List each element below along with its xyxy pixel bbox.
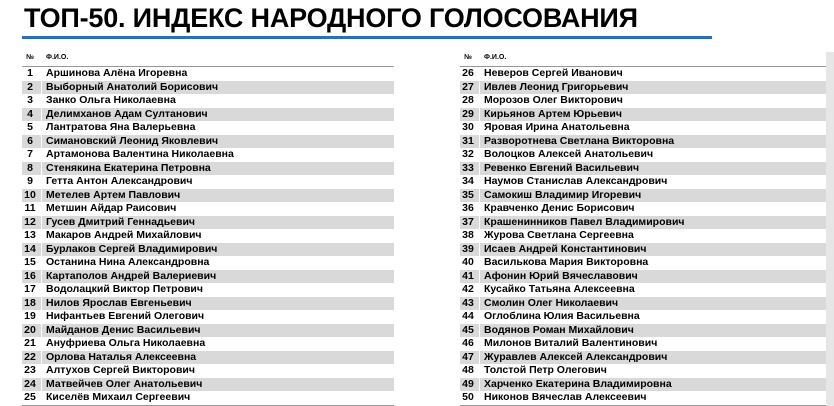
- cell-divider: [41, 67, 42, 81]
- table-row: [22, 189, 394, 203]
- rank-number: 20: [24, 323, 36, 336]
- cell-divider: [41, 175, 42, 189]
- table-bottom-divider: [22, 405, 394, 406]
- cell-divider: [41, 310, 42, 324]
- cell-divider: [479, 108, 480, 122]
- rank-number: 21: [24, 337, 36, 349]
- rank-number: 41: [462, 269, 474, 282]
- cell-divider: [41, 121, 42, 135]
- person-name: Майданов Денис Васильевич: [46, 323, 201, 336]
- rank-number: 23: [24, 364, 36, 376]
- rank-number: 14: [24, 242, 36, 255]
- table-row: [22, 81, 394, 95]
- person-name: Делимханов Адам Султанович: [46, 107, 208, 120]
- rank-number: 33: [462, 161, 474, 174]
- header-number: №: [464, 54, 472, 61]
- cell-divider: [41, 283, 42, 297]
- person-name: Макаров Андрей Михайлович: [46, 229, 202, 241]
- rank-number: 10: [24, 188, 36, 201]
- scrollbar[interactable]: [826, 52, 834, 406]
- table-row: [460, 229, 832, 243]
- person-name: Выборный Анатолий Борисович: [46, 80, 219, 93]
- header-name: Ф.И.О.: [484, 54, 507, 61]
- table-row: [460, 216, 832, 230]
- ranking-table-left: [22, 52, 394, 406]
- rank-number: 17: [24, 283, 36, 295]
- person-name: Журова Светлана Сергеевна: [484, 229, 634, 241]
- table-row: [22, 162, 394, 176]
- page-title: ТОП-50. ИНДЕКС НАРОДНОГО ГОЛОСОВАНИЯ: [24, 3, 638, 33]
- cell-divider: [479, 135, 480, 149]
- person-name: Симановский Леонид Яковлевич: [46, 134, 219, 147]
- person-name: Крашенинников Павел Владимирович: [484, 215, 685, 228]
- person-name: Василькова Мария Викторовна: [484, 256, 649, 268]
- table-row: [22, 270, 394, 284]
- cell-divider: [479, 189, 480, 203]
- table-body-left: [22, 67, 394, 405]
- rank-number: 36: [462, 202, 474, 214]
- person-name: Артамонова Валентина Николаевна: [46, 148, 234, 160]
- person-name: Самокиш Владимир Игоревич: [484, 188, 642, 201]
- table-row: [22, 243, 394, 257]
- cell-divider: [41, 270, 42, 284]
- person-name: Кравченко Денис Борисович: [484, 202, 635, 214]
- rank-number: 19: [24, 310, 36, 322]
- rank-number: 30: [462, 121, 474, 133]
- rank-number: 3: [27, 94, 33, 106]
- person-name: Исаев Андрей Константинович: [484, 242, 647, 255]
- title-underline: [22, 36, 712, 39]
- rank-number: 46: [462, 337, 474, 349]
- table-row: [460, 310, 832, 324]
- rank-number: 38: [462, 229, 474, 241]
- table-row: [22, 297, 394, 311]
- rank-number: 40: [462, 256, 474, 268]
- person-name: Останина Нина Александровна: [46, 256, 210, 268]
- table-row: [460, 243, 832, 257]
- cell-divider: [41, 202, 42, 216]
- rank-number: 7: [27, 148, 33, 160]
- person-name: Водолацкий Виктор Петрович: [46, 283, 203, 295]
- person-name: Киселёв Михаил Сергеевич: [46, 391, 191, 403]
- table-bottom-divider: [460, 405, 832, 406]
- table-row: [460, 324, 832, 338]
- rank-number: 15: [24, 256, 36, 268]
- person-name: Нифантьев Евгений Олегович: [46, 310, 205, 322]
- table-row: [22, 337, 394, 351]
- table-row: [460, 162, 832, 176]
- cell-divider: [41, 216, 42, 230]
- table-row: [460, 391, 832, 405]
- person-name: Гетта Антон Александрович: [46, 175, 193, 187]
- person-name: Волоцков Алексей Анатольевич: [484, 148, 654, 160]
- cell-divider: [479, 324, 480, 338]
- person-name: Бурлаков Сергей Владимирович: [46, 242, 218, 255]
- person-name: Разворотнева Светлана Викторовна: [484, 134, 675, 147]
- person-name: Журавлев Алексей Александрович: [484, 350, 668, 363]
- rank-number: 5: [27, 121, 33, 133]
- table-row: [22, 391, 394, 405]
- person-name: Гусев Дмитрий Геннадьевич: [46, 215, 196, 228]
- table-row: [22, 135, 394, 149]
- rank-number: 48: [462, 364, 474, 376]
- person-name: Стенякина Екатерина Петровна: [46, 161, 211, 174]
- rank-number: 24: [24, 377, 36, 390]
- cell-divider: [479, 364, 480, 378]
- person-name: Ануфриева Ольга Николаевна: [46, 337, 206, 349]
- cell-divider: [479, 256, 480, 270]
- table-row: [22, 229, 394, 243]
- cell-divider: [479, 81, 480, 95]
- cell-divider: [41, 135, 42, 149]
- table-row: [22, 283, 394, 297]
- table-row: [22, 67, 394, 81]
- cell-divider: [41, 364, 42, 378]
- person-name: Лантратова Яна Валерьевна: [46, 121, 196, 133]
- person-name: Яровая Ирина Анатольевна: [484, 121, 630, 133]
- cell-divider: [479, 162, 480, 176]
- rank-number: 28: [462, 94, 474, 106]
- rank-number: 42: [462, 283, 474, 295]
- table-row: [460, 108, 832, 122]
- rank-number: 26: [462, 67, 474, 79]
- rank-number: 25: [24, 391, 36, 403]
- person-name: Харченко Екатерина Владимировна: [484, 377, 672, 390]
- table-row: [22, 94, 394, 108]
- cell-divider: [41, 337, 42, 351]
- rank-number: 27: [462, 80, 474, 93]
- rank-number: 18: [24, 296, 36, 309]
- person-name: Матвейчев Олег Анатольевич: [46, 377, 203, 390]
- cell-divider: [41, 256, 42, 270]
- person-name: Неверов Сергей Иванович: [484, 67, 623, 79]
- rank-number: 8: [27, 161, 33, 174]
- rank-number: 50: [462, 391, 474, 403]
- table-row: [460, 256, 832, 270]
- person-name: Морозов Олег Викторович: [484, 94, 623, 106]
- header-name: Ф.И.О.: [46, 54, 69, 61]
- rank-number: 37: [462, 215, 474, 228]
- cell-divider: [41, 324, 42, 338]
- rank-number: 11: [24, 202, 36, 214]
- table-row: [22, 310, 394, 324]
- table-row: [22, 256, 394, 270]
- person-name: Толстой Петр Олегович: [484, 364, 607, 376]
- table-row: [460, 283, 832, 297]
- person-name: Ивлев Леонид Григорьевич: [484, 80, 629, 93]
- rank-number: 9: [27, 175, 33, 187]
- cell-divider: [479, 202, 480, 216]
- cell-divider: [41, 229, 42, 243]
- table-row: [460, 121, 832, 135]
- table-row: [22, 202, 394, 216]
- cell-divider: [479, 67, 480, 81]
- person-name: Смолин Олег Николаевич: [484, 296, 619, 309]
- person-name: Ревенко Евгений Васильевич: [484, 161, 640, 174]
- table-row: [460, 297, 832, 311]
- cell-divider: [479, 229, 480, 243]
- rank-number: 35: [462, 188, 474, 201]
- cell-divider: [479, 351, 480, 365]
- cell-divider: [479, 378, 480, 392]
- table-row: [460, 351, 832, 365]
- person-name: Нилов Ярослав Евгеньевич: [46, 296, 192, 309]
- cell-divider: [41, 243, 42, 257]
- cell-divider: [479, 310, 480, 324]
- cell-divider: [41, 94, 42, 108]
- cell-divider: [41, 108, 42, 122]
- person-name: Афонин Юрий Вячеславович: [484, 269, 638, 282]
- person-name: Аршинова Алёна Игоревна: [46, 67, 188, 79]
- person-name: Водянов Роман Михайлович: [484, 323, 634, 336]
- cell-divider: [479, 297, 480, 311]
- cell-divider: [41, 297, 42, 311]
- cell-divider: [479, 337, 480, 351]
- cell-divider: [41, 81, 42, 95]
- table-row: [460, 67, 832, 81]
- rank-number: 4: [27, 107, 33, 120]
- person-name: Кирьянов Артем Юрьевич: [484, 107, 622, 120]
- rank-number: 12: [24, 215, 36, 228]
- rank-number: 6: [27, 134, 33, 147]
- person-name: Милонов Виталий Валентинович: [484, 337, 658, 349]
- table-row: [460, 135, 832, 149]
- rank-number: 29: [462, 107, 474, 120]
- rank-number: 22: [24, 350, 36, 363]
- person-name: Метшин Айдар Раисович: [46, 202, 177, 214]
- table-row: [22, 364, 394, 378]
- table-row: [22, 324, 394, 338]
- cell-divider: [479, 283, 480, 297]
- ranking-table-right: [460, 52, 832, 406]
- rank-number: 43: [462, 296, 474, 309]
- cell-divider: [479, 175, 480, 189]
- cell-divider: [479, 94, 480, 108]
- table-row: [22, 121, 394, 135]
- table-row: [460, 270, 832, 284]
- table-row: [22, 148, 394, 162]
- cell-divider: [41, 162, 42, 176]
- rank-number: 31: [462, 134, 474, 147]
- table-row: [22, 175, 394, 189]
- cell-divider: [479, 243, 480, 257]
- rank-number: 13: [24, 229, 36, 241]
- rank-number: 45: [462, 323, 474, 336]
- cell-divider: [479, 270, 480, 284]
- cell-divider: [41, 148, 42, 162]
- table-row: [460, 202, 832, 216]
- rank-number: 16: [24, 269, 36, 282]
- rank-number: 32: [462, 148, 474, 160]
- table-header: [460, 52, 832, 66]
- table-row: [22, 216, 394, 230]
- rank-number: 2: [27, 80, 33, 93]
- cell-divider: [479, 216, 480, 230]
- table-row: [22, 108, 394, 122]
- person-name: Орлова Наталья Алексеевна: [46, 350, 197, 363]
- person-name: Кусайко Татьяна Алексеевна: [484, 283, 635, 295]
- table-row: [22, 351, 394, 365]
- person-name: Метелев Артем Павлович: [46, 188, 181, 201]
- table-row: [460, 94, 832, 108]
- table-row: [460, 81, 832, 95]
- cell-divider: [479, 148, 480, 162]
- rank-number: 44: [462, 310, 474, 322]
- cell-divider: [41, 189, 42, 203]
- rank-number: 39: [462, 242, 474, 255]
- rank-number: 49: [462, 377, 474, 390]
- header-number: №: [26, 54, 34, 61]
- table-row: [460, 189, 832, 203]
- table-row: [460, 337, 832, 351]
- table-row: [22, 378, 394, 392]
- table-row: [460, 364, 832, 378]
- person-name: Наумов Станислав Александрович: [484, 175, 668, 187]
- table-row: [460, 148, 832, 162]
- rank-number: 47: [462, 350, 474, 363]
- table-header: [22, 52, 394, 66]
- table-body-right: [460, 67, 832, 405]
- person-name: Никонов Вячеслав Алексеевич: [484, 391, 647, 403]
- cell-divider: [41, 391, 42, 405]
- person-name: Картаполов Андрей Валериевич: [46, 269, 217, 282]
- person-name: Занко Ольга Николаевна: [46, 94, 176, 106]
- cell-divider: [41, 378, 42, 392]
- cell-divider: [479, 391, 480, 405]
- table-row: [460, 378, 832, 392]
- rank-number: 1: [27, 67, 33, 79]
- cell-divider: [479, 121, 480, 135]
- cell-divider: [41, 351, 42, 365]
- person-name: Оглоблина Юлия Васильевна: [484, 310, 640, 322]
- person-name: Алтухов Сергей Викторович: [46, 364, 195, 376]
- rank-number: 34: [462, 175, 474, 187]
- table-row: [460, 175, 832, 189]
